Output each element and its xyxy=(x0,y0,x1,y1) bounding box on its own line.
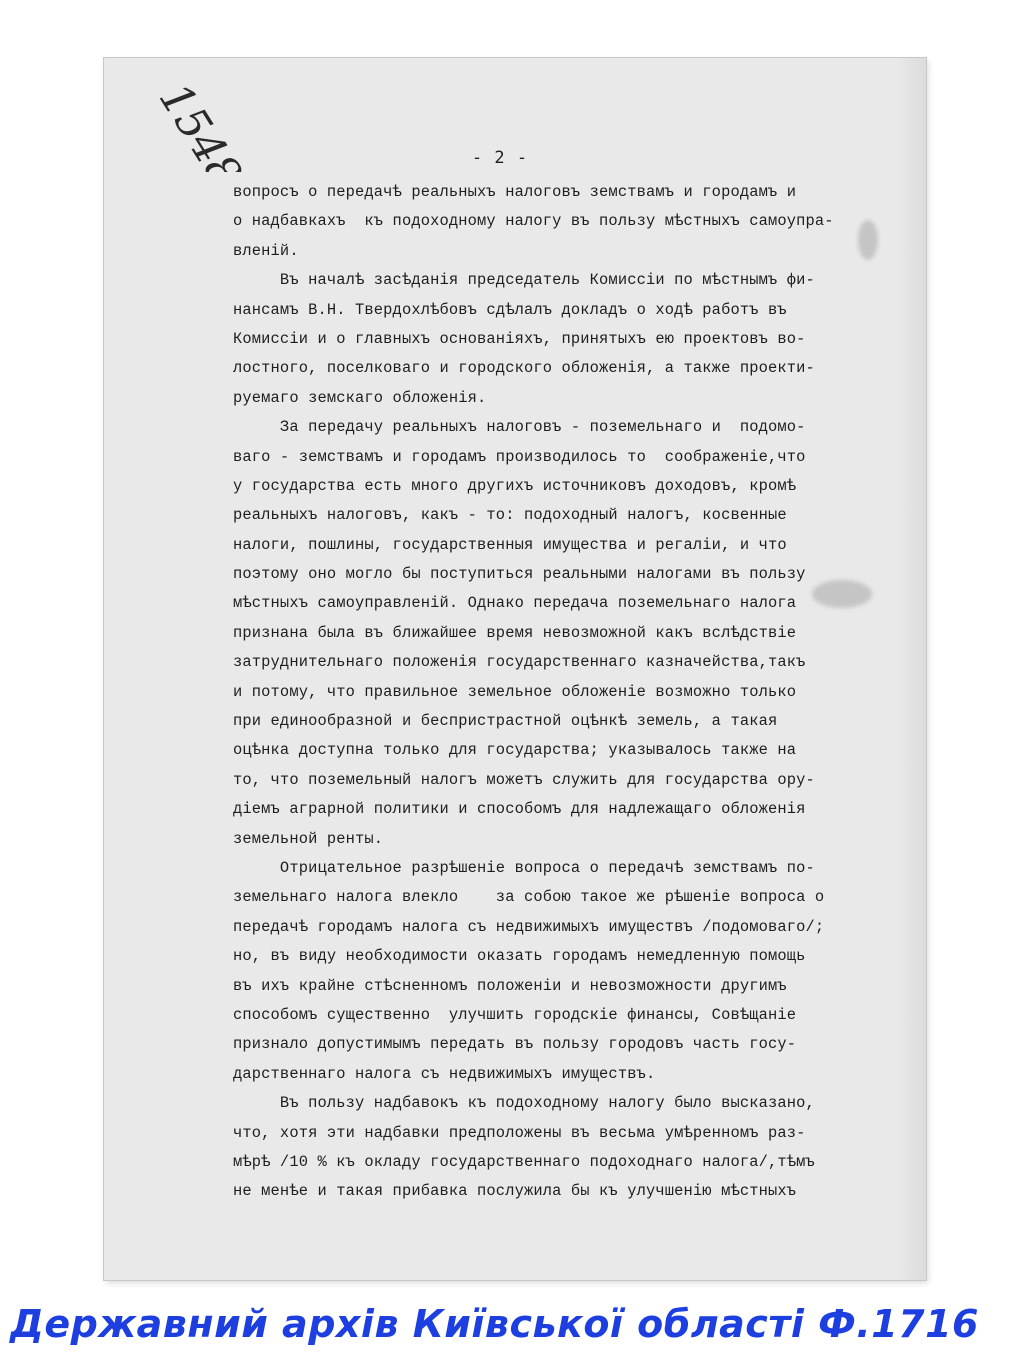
text-line: руемаго земскаго обложенія. xyxy=(233,388,487,407)
text-line: способомъ существенно улучшить городскіе финансы, Совѣщаніе xyxy=(233,1005,797,1024)
handwritten-number-image xyxy=(138,82,248,172)
text-line: но, въ виду необходимости оказать городамъ немедленную помощь xyxy=(233,947,806,966)
text-line: не менѣе и такая прибавка послужила бы къ улучшенію мѣстныхъ xyxy=(233,1182,797,1201)
text-line: реальныхъ налоговъ, какъ - то: подоходный налогъ, косвенные xyxy=(233,506,787,525)
text-line: что, хотя эти надбавки предположены въ весьма умѣренномъ раз- xyxy=(233,1123,806,1142)
text-line: оцѣнка доступна только для государства; указывалось также на xyxy=(233,741,797,760)
text-line: въ ихъ крайне стѣсненномъ положеніи и невозможности другимъ xyxy=(233,976,787,995)
text-line: у государства есть много другихъ источниковъ доходовъ, кромѣ xyxy=(233,476,797,495)
text-line: За передачу реальныхъ налоговъ - поземельнаго и подомо- xyxy=(233,418,806,437)
text-line: вленій. xyxy=(233,241,299,260)
text-line: налоги, пошлины, государственныя имущества и регаліи, и что xyxy=(233,535,787,554)
text-line: дарственнаго налога съ недвижимыхъ имуществъ. xyxy=(233,1064,656,1083)
archive-number-text: 1548 xyxy=(148,82,248,172)
ink-smudge xyxy=(812,580,872,608)
text-line: мѣрѣ /10 % къ окладу государственнаго подоходнаго налога/,тѣмъ xyxy=(233,1152,815,1171)
text-line: вопросъ о передачѣ реальныхъ налоговъ земствамъ и городамъ и xyxy=(233,183,797,201)
text-line: мѣстныхъ самоуправленій. Однако передача поземельнаго налога xyxy=(233,594,797,613)
text-line: признало допустимымъ передать въ пользу городовъ часть госу- xyxy=(233,1035,797,1054)
text-line: затруднительнаго положенія государственнаго казначейства,такъ xyxy=(233,653,806,672)
text-line: о надбавкахъ къ подоходному налогу въ пользу мѣстныхъ самоупра- xyxy=(233,212,834,231)
text-line: поэтому оно могло бы поступиться реальными налогами въ пользу xyxy=(233,565,806,584)
text-line: земельнаго налога влекло за собою такое же рѣшеніе вопроса о xyxy=(233,888,825,907)
text-line: Отрицательное разрѣшеніе вопроса о передачѣ земствамъ по- xyxy=(233,858,815,877)
text-line: земельной ренты. xyxy=(233,829,384,848)
text-line: и потому, что правильное земельное обложеніе возможно только xyxy=(233,682,797,701)
text-line: при единообразной и беспристрастной оцѣнкѣ земель, а такая xyxy=(233,712,778,731)
handwritten-archive-number xyxy=(138,82,248,172)
text-line: нансамъ В.Н. Твердохлѣбовъ сдѣлалъ докладъ о ходѣ работъ въ xyxy=(233,300,787,319)
ink-smudge xyxy=(858,220,878,260)
page-edge-shadow xyxy=(896,58,926,1280)
text-line: то, что поземельный налогъ можетъ служить для государства ору- xyxy=(233,770,815,789)
typewritten-text xyxy=(233,178,873,1207)
text-line: Комиссіи и о главныхъ основаніяхъ, принятыхъ ею проектовъ во- xyxy=(233,329,806,348)
text-line: діемъ аграрной политики и способомъ для надлежащаго обложенія xyxy=(233,800,806,819)
text-line: лостного, поселковаго и городского обложенія, а также проекти- xyxy=(233,359,815,378)
archive-caption: Державний архів Київської області Ф.1716 xyxy=(10,1302,979,1346)
text-line: передачѣ городамъ налога съ недвижимыхъ имуществъ /подомоваго/; xyxy=(233,917,825,936)
page-number: - 2 - xyxy=(471,148,529,168)
text-line: Въ пользу надбавокъ къ подоходному налогу было высказано, xyxy=(233,1094,815,1113)
text-line: Въ началѣ засѣданія председатель Комиссіи по мѣстнымъ фи- xyxy=(233,271,815,290)
text-line: ваго - земствамъ и городамъ производилось то соображеніе,что xyxy=(233,447,806,466)
text-line: признана была въ ближайшее время невозможной какъ вслѣдствіе xyxy=(233,623,797,642)
